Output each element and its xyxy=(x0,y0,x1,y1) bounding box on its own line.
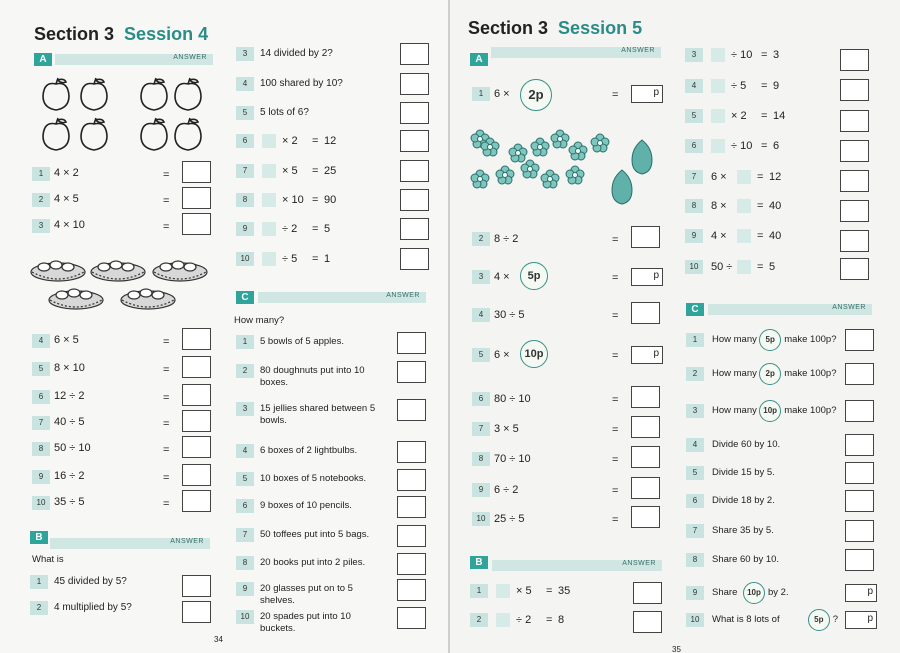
question-text: 4 multiplied by 5? xyxy=(54,602,132,613)
question-number: 9 xyxy=(32,470,50,484)
answer-box[interactable] xyxy=(182,187,211,209)
result-value: 40 xyxy=(769,200,782,212)
part-a-letter: A xyxy=(34,53,52,66)
question-expression: 6 × 5 xyxy=(54,334,79,346)
missing-number-box[interactable] xyxy=(711,139,725,153)
answer-box[interactable] xyxy=(631,346,663,364)
coin-icon: 5p xyxy=(520,262,548,290)
question-number: 7 xyxy=(236,164,254,178)
question-number: 10 xyxy=(32,496,50,510)
question-text: Share xyxy=(712,587,738,598)
question-text: by 2. xyxy=(768,587,789,598)
answer-box[interactable] xyxy=(840,170,869,192)
operation: ÷ 10 xyxy=(731,49,753,61)
answer-box[interactable] xyxy=(631,386,660,408)
question-number: 4 xyxy=(472,308,490,322)
part-b-answer-bar xyxy=(492,560,662,571)
question-number: 9 xyxy=(236,222,254,236)
question-text: 6 boxes of 2 lightbulbs. xyxy=(260,445,358,456)
question-expression: 4 × 2 xyxy=(54,167,79,179)
question-number: 7 xyxy=(685,170,703,184)
missing-number-box[interactable] xyxy=(262,222,276,236)
missing-number-box[interactable] xyxy=(496,613,510,627)
question-prefix: 8 × xyxy=(711,200,727,212)
result-value: 12 xyxy=(324,135,337,147)
answer-box[interactable] xyxy=(840,200,869,222)
answer-box[interactable] xyxy=(397,553,426,575)
result-value: 25 xyxy=(324,165,337,177)
section-title: Section 3 xyxy=(34,24,115,44)
question-expression: 50 ÷ 10 xyxy=(54,442,91,454)
question-expression: 25 ÷ 5 xyxy=(494,513,525,525)
equals-sign: = xyxy=(612,485,619,497)
question-number: 4 xyxy=(236,444,254,458)
part-b-letter: B xyxy=(30,531,48,544)
part-b-letter: B xyxy=(470,556,488,569)
answer-box[interactable] xyxy=(845,549,874,571)
answer-box[interactable] xyxy=(182,161,211,183)
question-number: 6 xyxy=(236,134,254,148)
operation: × 10 xyxy=(282,194,304,206)
question-number: 8 xyxy=(472,452,490,466)
result-value: 9 xyxy=(773,80,780,92)
answer-box[interactable] xyxy=(631,226,660,248)
answer-label: ANSWER xyxy=(173,54,207,61)
question-number: 4 xyxy=(32,334,50,348)
missing-number-box[interactable] xyxy=(711,109,725,123)
equals-sign: = xyxy=(163,498,170,510)
answer-box[interactable] xyxy=(400,73,429,95)
part-b-intro: What is xyxy=(32,554,64,565)
unit-label: p xyxy=(653,348,659,359)
equals-sign: = xyxy=(163,364,170,376)
question-text: 20 spades put into 10 buckets. xyxy=(260,611,351,634)
question-text: How many xyxy=(712,368,757,379)
question-text: make 100p? xyxy=(784,368,837,379)
unit-label: p xyxy=(653,87,659,98)
question-text: Divide 15 by 5. xyxy=(712,467,775,478)
answer-box[interactable] xyxy=(631,506,660,528)
coin-icon: 10p xyxy=(520,340,548,368)
equals-sign: = xyxy=(612,424,619,436)
nests-illustration xyxy=(30,258,220,318)
answer-label: ANSWER xyxy=(170,538,204,545)
operation: × 2 xyxy=(282,135,298,147)
question-text: 14 divided by 2? xyxy=(260,48,333,59)
session-title: Session 5 xyxy=(558,18,643,38)
question-number: 9 xyxy=(685,229,703,243)
missing-number-box[interactable] xyxy=(737,260,751,274)
equals-sign: = xyxy=(612,454,619,466)
question-text: 5 bowls of 5 apples. xyxy=(260,336,344,347)
question-prefix: 6 × xyxy=(711,171,727,183)
question-text: Divide 60 by 10. xyxy=(712,439,781,450)
equals-sign: = xyxy=(757,230,764,242)
question-number: 4 xyxy=(685,79,703,93)
missing-number-box[interactable] xyxy=(496,584,510,598)
question-number: 5 xyxy=(236,106,254,120)
question-number: 2 xyxy=(472,232,490,246)
answer-box[interactable] xyxy=(397,332,426,354)
answer-box[interactable] xyxy=(631,302,660,324)
answer-box[interactable] xyxy=(845,611,877,629)
equals-sign: = xyxy=(612,89,619,101)
answer-box[interactable] xyxy=(182,436,211,458)
question-text: make 100p? xyxy=(784,405,837,416)
operation: ÷ 2 xyxy=(282,223,298,235)
equals-sign: = xyxy=(612,272,619,284)
question-text: 10 boxes of 5 notebooks. xyxy=(260,473,367,484)
part-c-letter: C xyxy=(686,303,704,316)
question-text: 9 boxes of 10 pencils. xyxy=(260,500,352,511)
answer-box[interactable] xyxy=(397,361,426,383)
question-expression: 4 × 5 xyxy=(54,193,79,205)
question-text: Share 60 by 10. xyxy=(712,554,780,565)
equals-sign: = xyxy=(163,418,170,430)
question-number: 3 xyxy=(472,270,490,284)
missing-number-box[interactable] xyxy=(711,48,725,62)
answer-box[interactable] xyxy=(400,43,429,65)
operation: ÷ 10 xyxy=(731,140,753,152)
question-number: 1 xyxy=(236,335,254,349)
answer-label: ANSWER xyxy=(832,304,866,311)
question-number: 9 xyxy=(472,483,490,497)
answer-box[interactable] xyxy=(182,384,211,406)
question-expression: 3 × 5 xyxy=(494,423,519,435)
question-number: 6 xyxy=(32,390,50,404)
answer-label: ANSWER xyxy=(622,560,656,567)
left-page xyxy=(0,0,448,653)
question-number: 3 xyxy=(685,48,703,62)
answer-box[interactable] xyxy=(631,477,660,499)
part-c-intro: How many? xyxy=(234,315,285,326)
equals-sign: = xyxy=(312,135,319,147)
coin-icon: 2p xyxy=(759,363,781,385)
apples-illustration xyxy=(42,78,212,153)
question-number: 1 xyxy=(686,333,704,347)
result-value: 40 xyxy=(769,230,782,242)
equals-sign: = xyxy=(612,310,619,322)
equals-sign: = xyxy=(612,350,619,362)
question-expression: 12 ÷ 2 xyxy=(54,390,85,402)
equals-sign: = xyxy=(312,253,319,265)
answer-box[interactable] xyxy=(840,258,869,280)
section-heading xyxy=(34,24,208,45)
part-a-letter: A xyxy=(470,53,488,66)
question-prefix: 6 × xyxy=(494,349,510,361)
question-number: 3 xyxy=(686,404,704,418)
result-value: 12 xyxy=(769,171,782,183)
answer-box[interactable] xyxy=(182,601,211,623)
question-number: 10 xyxy=(685,260,703,274)
result-value: 14 xyxy=(773,110,786,122)
missing-number-box[interactable] xyxy=(711,79,725,93)
section-heading xyxy=(468,18,642,39)
session-title: Session 4 xyxy=(124,24,209,44)
question-number: 8 xyxy=(686,553,704,567)
answer-box[interactable] xyxy=(182,490,211,512)
result-value: 1 xyxy=(324,253,331,265)
equals-sign: = xyxy=(163,444,170,456)
equals-sign: = xyxy=(761,140,768,152)
question-expression: 4 × 10 xyxy=(54,219,85,231)
coin-icon: 10p xyxy=(759,400,781,422)
equals-sign: = xyxy=(612,394,619,406)
missing-number-box[interactable] xyxy=(737,229,751,243)
part-a-answer-bar xyxy=(55,54,213,65)
result-value: 5 xyxy=(769,261,776,273)
question-number: 8 xyxy=(32,442,50,456)
question-number: 8 xyxy=(236,556,254,570)
equals-sign: = xyxy=(546,585,553,597)
question-expression: 6 ÷ 2 xyxy=(494,484,519,496)
coin-icon: 5p xyxy=(808,609,830,631)
question-number: 7 xyxy=(686,524,704,538)
equals-sign: = xyxy=(163,221,170,233)
question-number: 6 xyxy=(472,392,490,406)
answer-box[interactable] xyxy=(400,102,429,124)
question-number: 1 xyxy=(472,87,490,101)
equals-sign: = xyxy=(612,514,619,526)
operation: ÷ 5 xyxy=(282,253,298,265)
answer-box[interactable] xyxy=(845,520,874,542)
missing-number-box[interactable] xyxy=(262,193,276,207)
question-prefix: 50 ÷ xyxy=(711,261,733,273)
unit-label: p xyxy=(867,586,873,597)
question-prefix: 4 × xyxy=(494,271,510,283)
section-title: Section 3 xyxy=(468,18,549,38)
page-number: 34 xyxy=(214,635,223,644)
missing-number-box[interactable] xyxy=(737,170,751,184)
result-value: 6 xyxy=(773,140,780,152)
answer-box[interactable] xyxy=(182,213,211,235)
question-prefix: 6 × xyxy=(494,88,510,100)
result-value: 8 xyxy=(558,614,565,626)
question-number: 2 xyxy=(470,613,488,627)
question-number: 10 xyxy=(472,512,490,526)
answer-box[interactable] xyxy=(631,268,663,286)
equals-sign: = xyxy=(312,165,319,177)
answer-box[interactable] xyxy=(182,356,211,378)
question-text: Divide 18 by 2. xyxy=(712,495,775,506)
question-expression: 40 ÷ 5 xyxy=(54,416,85,428)
question-text: What is 8 lots of xyxy=(712,614,780,625)
equals-sign: = xyxy=(761,49,768,61)
result-value: 3 xyxy=(773,49,780,61)
question-expression: 8 × 10 xyxy=(54,362,85,374)
question-text: 20 books put into 2 piles. xyxy=(260,557,366,568)
answer-box[interactable] xyxy=(397,469,426,491)
question-expression: 8 ÷ 2 xyxy=(494,233,519,245)
question-text: 5 lots of 6? xyxy=(260,107,309,118)
answer-box[interactable] xyxy=(400,130,429,152)
answer-box[interactable] xyxy=(845,462,874,484)
question-number: 5 xyxy=(32,362,50,376)
answer-box[interactable] xyxy=(397,607,426,629)
equals-sign: = xyxy=(163,195,170,207)
unit-label: p xyxy=(867,613,873,624)
operation: × 5 xyxy=(282,165,298,177)
answer-box[interactable] xyxy=(397,579,426,601)
operation: ÷ 2 xyxy=(516,614,532,626)
question-number: 5 xyxy=(686,466,704,480)
answer-box[interactable] xyxy=(840,230,869,252)
question-text: Share 35 by 5. xyxy=(712,525,774,536)
answer-box[interactable] xyxy=(182,328,211,350)
question-expression: 70 ÷ 10 xyxy=(494,453,531,465)
page-number: 35 xyxy=(672,645,681,653)
missing-number-box[interactable] xyxy=(737,199,751,213)
answer-box[interactable] xyxy=(633,582,662,604)
question-text: make 100p? xyxy=(784,334,837,345)
question-expression: 30 ÷ 5 xyxy=(494,309,525,321)
question-number: 9 xyxy=(686,586,704,600)
answer-box[interactable] xyxy=(400,218,429,240)
question-number: 4 xyxy=(686,438,704,452)
operation: × 2 xyxy=(731,110,747,122)
answer-label: ANSWER xyxy=(386,292,420,299)
question-text: 20 glasses put on to 5 shelves. xyxy=(260,583,353,606)
question-text: How many xyxy=(712,405,757,416)
question-number: 9 xyxy=(236,582,254,596)
answer-box[interactable] xyxy=(182,575,211,597)
operation: ÷ 5 xyxy=(731,80,747,92)
question-expression: 16 ÷ 2 xyxy=(54,470,85,482)
part-c-answer-bar xyxy=(258,292,426,303)
question-number: 2 xyxy=(32,193,50,207)
question-number: 7 xyxy=(472,422,490,436)
question-text: How many xyxy=(712,334,757,345)
answer-box[interactable] xyxy=(397,496,426,518)
question-expression: 80 ÷ 10 xyxy=(494,393,531,405)
coin-icon: 10p xyxy=(743,582,765,604)
question-number: 2 xyxy=(236,364,254,378)
equals-sign: = xyxy=(761,80,768,92)
question-number: 2 xyxy=(30,601,48,615)
question-text: 80 doughnuts put into 10 boxes. xyxy=(260,365,365,388)
answer-box[interactable] xyxy=(840,79,869,101)
answer-box[interactable] xyxy=(845,490,874,512)
answer-box[interactable] xyxy=(845,329,874,351)
question-text: 100 shared by 10? xyxy=(260,78,343,89)
question-number: 8 xyxy=(685,199,703,213)
question-number: 5 xyxy=(685,109,703,123)
equals-sign: = xyxy=(757,171,764,183)
missing-number-box[interactable] xyxy=(262,252,276,266)
question-text: ? xyxy=(832,614,839,625)
answer-box[interactable] xyxy=(840,110,869,132)
right-page xyxy=(450,0,900,653)
coin-icon: 2p xyxy=(520,79,552,111)
question-number: 3 xyxy=(32,219,50,233)
answer-box[interactable] xyxy=(397,441,426,463)
question-text: 15 jellies shared between 5 bowls. xyxy=(260,403,376,426)
equals-sign: = xyxy=(546,614,553,626)
question-number: 2 xyxy=(686,367,704,381)
question-number: 1 xyxy=(32,167,50,181)
answer-box[interactable] xyxy=(633,611,662,633)
question-number: 5 xyxy=(472,348,490,362)
answer-box[interactable] xyxy=(631,446,660,468)
question-number: 7 xyxy=(236,528,254,542)
part-c-answer-bar xyxy=(708,304,872,315)
part-c-letter: C xyxy=(236,291,254,304)
part-a-answer-bar xyxy=(491,47,661,58)
question-number: 3 xyxy=(236,47,254,61)
answer-box[interactable] xyxy=(182,410,211,432)
equals-sign: = xyxy=(612,234,619,246)
question-number: 6 xyxy=(236,499,254,513)
question-number: 7 xyxy=(32,416,50,430)
answer-box[interactable] xyxy=(400,248,429,270)
question-number: 8 xyxy=(236,193,254,207)
equals-sign: = xyxy=(163,169,170,181)
answer-box[interactable] xyxy=(840,49,869,71)
question-number: 1 xyxy=(30,575,48,589)
answer-box[interactable] xyxy=(631,416,660,438)
answer-label: ANSWER xyxy=(621,47,655,54)
equals-sign: = xyxy=(163,336,170,348)
equals-sign: = xyxy=(761,110,768,122)
question-expression: 35 ÷ 5 xyxy=(54,496,85,508)
question-prefix: 4 × xyxy=(711,230,727,242)
question-number: 4 xyxy=(236,77,254,91)
answer-box[interactable] xyxy=(845,363,874,385)
equals-sign: = xyxy=(312,223,319,235)
question-number: 3 xyxy=(236,402,254,416)
question-number: 5 xyxy=(236,472,254,486)
question-text: 45 divided by 5? xyxy=(54,576,127,587)
coin-icon: 5p xyxy=(759,329,781,351)
equals-sign: = xyxy=(757,200,764,212)
question-number: 10 xyxy=(686,613,704,627)
question-number: 10 xyxy=(236,252,254,266)
equals-sign: = xyxy=(312,194,319,206)
answer-box[interactable] xyxy=(631,85,663,103)
answer-box[interactable] xyxy=(397,525,426,547)
result-value: 90 xyxy=(324,194,337,206)
answer-box[interactable] xyxy=(845,584,877,602)
flowers-vases-illustration xyxy=(472,130,672,215)
result-value: 35 xyxy=(558,585,571,597)
unit-label: p xyxy=(653,270,659,281)
part-b-answer-bar xyxy=(50,538,210,549)
answer-box[interactable] xyxy=(845,434,874,456)
answer-box[interactable] xyxy=(845,400,874,422)
question-text: 50 toffees put into 5 bags. xyxy=(260,529,370,540)
answer-box[interactable] xyxy=(840,140,869,162)
operation: × 5 xyxy=(516,585,532,597)
equals-sign: = xyxy=(163,392,170,404)
question-number: 6 xyxy=(686,494,704,508)
question-number: 10 xyxy=(236,610,254,624)
answer-box[interactable] xyxy=(400,189,429,211)
missing-number-box[interactable] xyxy=(262,134,276,148)
answer-box[interactable] xyxy=(182,464,211,486)
answer-box[interactable] xyxy=(397,399,426,421)
missing-number-box[interactable] xyxy=(262,164,276,178)
answer-box[interactable] xyxy=(400,160,429,182)
question-number: 6 xyxy=(685,139,703,153)
equals-sign: = xyxy=(163,472,170,484)
question-number: 1 xyxy=(470,584,488,598)
equals-sign: = xyxy=(757,261,764,273)
result-value: 5 xyxy=(324,223,331,235)
